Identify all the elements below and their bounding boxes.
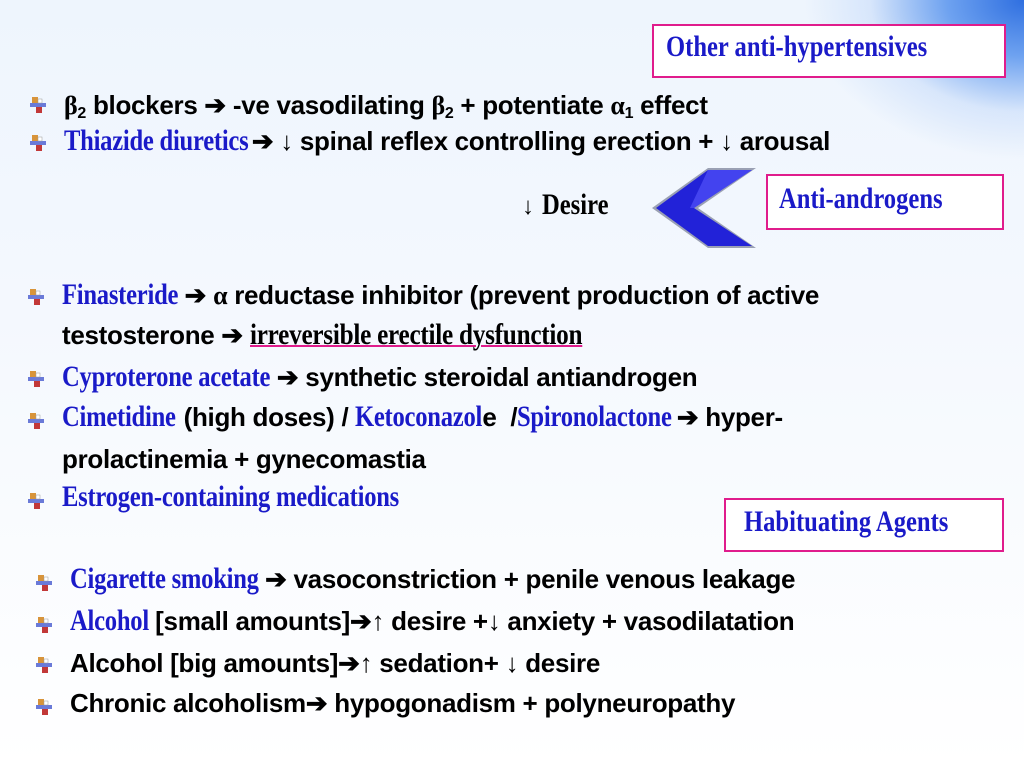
desire-label: Desire [542,188,609,221]
beta-blockers-line [64,90,708,123]
arrow-down-icon: ↓ [720,126,733,156]
text: testosterone [62,320,222,350]
cigarette-title: Cigarette smoking [70,562,259,595]
alpha-symbol: α [213,281,228,310]
finasteride-line-2 [62,318,645,352]
chronic-alcoholism-line [70,688,735,719]
arrow-right-icon: ➔ [305,688,328,718]
text: Alcohol [big amounts] [70,648,339,678]
bullet-icon [36,574,52,592]
irreversible-ed-text [250,318,582,352]
text: irreversible erectile dysfunction [249,318,583,351]
finasteride-line [62,278,819,312]
alcohol-small-line [70,604,794,638]
arrow-down-icon: ↓ [487,606,501,636]
arrow-right-icon: ➔ [676,402,699,432]
text: vasoconstriction + penile venous leakage [286,564,796,594]
beta-symbol: β [431,91,445,120]
finasteride-title: Finasteride [62,278,179,311]
text: e [482,402,497,432]
other-anti-hypertensives-label: Other anti-hypertensives [666,30,928,63]
thiazide-line [64,124,830,158]
arrow-right-icon: ➔ [184,280,207,310]
cyproterone-title: Cyproterone acetate [62,360,271,393]
arrow-up-icon: ↑ [371,606,385,636]
anti-androgens-label: Anti-androgens [779,182,943,215]
bullet-icon [28,492,44,510]
bullet-icon [30,96,46,114]
bullet-icon [36,698,52,716]
arrow-down-icon: ↓ [505,648,519,678]
text: anxiety + vasodilatation [500,606,795,636]
text: [small amounts] [148,606,351,636]
bullet-icon [28,288,44,306]
alcohol-big-line [70,648,600,679]
arrow-right-icon: ➔ [276,362,299,392]
text: hyper- [698,402,783,432]
arrow-right-icon: ➔ [251,126,274,156]
other-anti-hypertensives-box [652,24,1006,78]
subscript: 2 [444,105,454,122]
cimetidine-title: Cimetidine [62,400,176,433]
text: (high doses) / [176,402,356,432]
arrow-right-icon: ➔ [204,90,226,120]
arrow-down-icon: ↓ [280,126,293,156]
bullet-icon [36,616,52,634]
estrogen-title: Estrogen-containing medications [62,480,400,513]
alpha-symbol: α [610,91,625,120]
text: desire [518,648,601,678]
cigarette-line [70,562,795,596]
text: spinal reflex controlling erection + [292,126,721,156]
text: arousal [732,126,831,156]
text: sedation+ [372,648,506,678]
arrow-right-icon: ➔ [350,606,372,636]
text: -ve vasodilating [225,90,432,120]
anti-androgens-box [766,174,1004,230]
arrow-up-icon: ↑ [359,648,373,678]
ketoconazole-title: Ketoconazol [355,400,483,433]
text: Chronic alcoholism [70,688,306,718]
subscript: 2 [77,105,87,122]
bullet-icon [30,134,46,152]
arrow-right-icon: ➔ [338,648,360,678]
arrow-right-icon: ➔ [265,564,287,594]
alcohol-title: Alcohol [70,604,149,637]
habituating-agents-box [724,498,1004,552]
text: + potentiate [453,90,611,120]
text: prolactinemia + gynecomastia [62,444,426,474]
text: effect [633,90,708,120]
bullet-icon [36,656,52,674]
chevron-left-icon [650,166,758,250]
text: desire + [384,606,488,636]
text: synthetic steroidal antiandrogen [298,362,698,392]
text: hypogonadism + polyneuropathy [327,688,736,718]
estrogen-line [62,480,473,514]
cyproterone-line [62,360,697,394]
text: reductase inhibitor (prevent production of active [227,280,820,310]
bullet-icon [28,370,44,388]
cimetidine-line-2 [62,444,426,475]
cimetidine-line [62,400,783,434]
habituating-agents-label: Habituating Agents [744,505,949,538]
subscript: 1 [624,105,634,122]
text: / [496,402,518,432]
arrow-right-icon: ➔ [221,320,243,350]
desire-line [522,188,623,222]
text: blockers [86,90,205,120]
beta-symbol: β [64,91,78,120]
bullet-icon [28,412,44,430]
arrow-down-icon: ↓ [522,193,534,220]
spironolactone-title: Spironolactone [517,400,672,433]
thiazide-title: Thiazide diuretics [64,124,249,157]
